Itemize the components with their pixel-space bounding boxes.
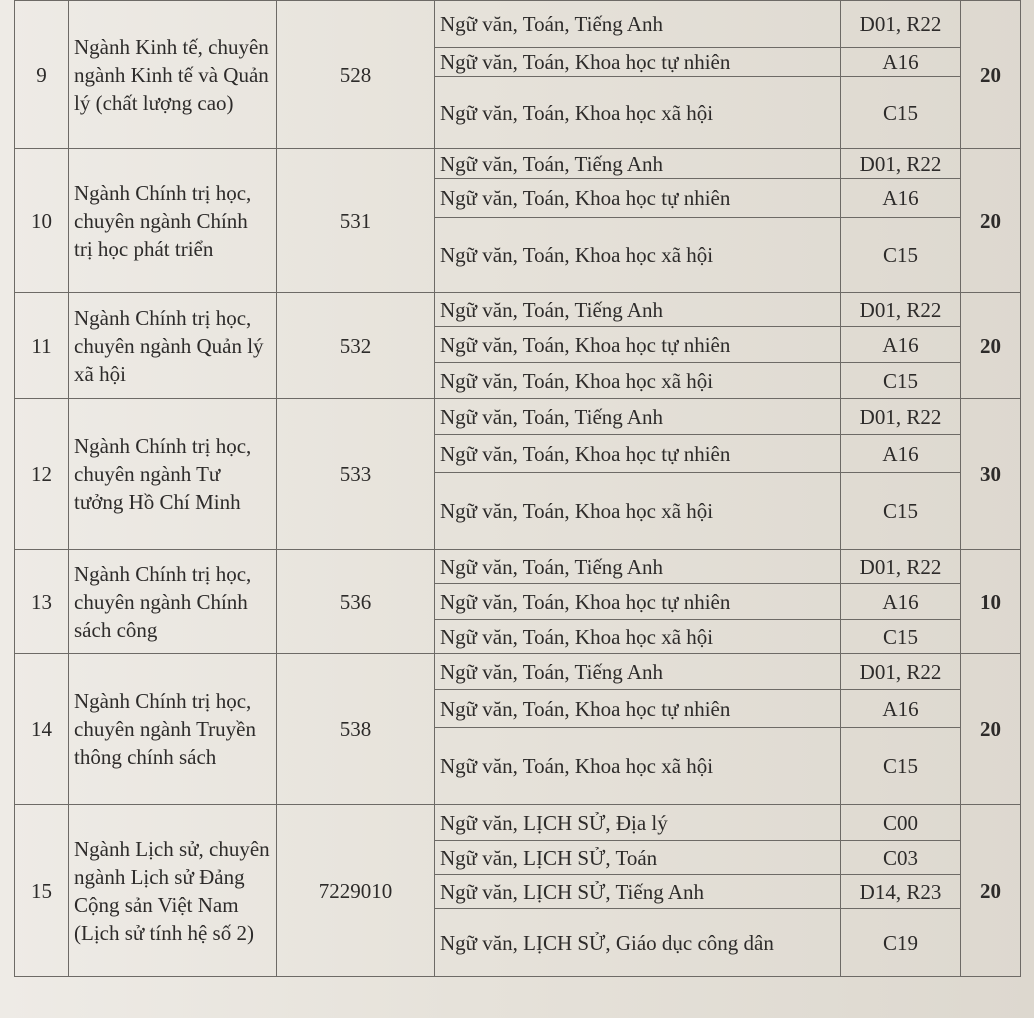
combination-code: C03 xyxy=(841,841,961,875)
major-code: 531 xyxy=(277,149,435,293)
subject-combination: Ngữ văn, Toán, Khoa học tự nhiên xyxy=(435,690,841,728)
table-row xyxy=(15,550,1021,584)
quota: 20 xyxy=(961,149,1021,293)
combination-code: C15 xyxy=(841,218,961,293)
combination-code: C15 xyxy=(841,728,961,805)
major-code: 533 xyxy=(277,399,435,550)
subject-combination: Ngữ văn, Toán, Tiếng Anh xyxy=(435,1,841,48)
quota: 30 xyxy=(961,399,1021,550)
subject-combination: Ngữ văn, Toán, Tiếng Anh xyxy=(435,149,841,179)
quota: 20 xyxy=(961,1,1021,149)
table-row xyxy=(15,293,1021,327)
combination-code: C15 xyxy=(841,77,961,149)
row-number: 9 xyxy=(15,1,69,149)
combination-code: D01, R22 xyxy=(841,1,961,48)
subject-combination: Ngữ văn, Toán, Khoa học tự nhiên xyxy=(435,584,841,620)
major-code: 532 xyxy=(277,293,435,399)
major-code: 538 xyxy=(277,654,435,805)
major-name: Ngành Chính trị học, chuyên ngành Chính sách công xyxy=(69,550,277,654)
subject-combination: Ngữ văn, LỊCH SỬ, Giáo dục công dân xyxy=(435,909,841,977)
combination-code: C00 xyxy=(841,805,961,841)
combination-code: D01, R22 xyxy=(841,654,961,690)
combination-code: C19 xyxy=(841,909,961,977)
combination-code: D01, R22 xyxy=(841,550,961,584)
combination-code: C15 xyxy=(841,363,961,399)
subject-combination: Ngữ văn, Toán, Khoa học tự nhiên xyxy=(435,179,841,218)
subject-combination: Ngữ văn, Toán, Khoa học tự nhiên xyxy=(435,327,841,363)
combination-code: A16 xyxy=(841,48,961,77)
major-name: Ngành Chính trị học, chuyên ngành Truyền thông chính sách xyxy=(69,654,277,805)
subject-combination: Ngữ văn, LỊCH SỬ, Địa lý xyxy=(435,805,841,841)
combination-code: A16 xyxy=(841,179,961,218)
row-number: 15 xyxy=(15,805,69,977)
major-code: 536 xyxy=(277,550,435,654)
subject-combination: Ngữ văn, Toán, Tiếng Anh xyxy=(435,399,841,435)
quota: 10 xyxy=(961,550,1021,654)
row-number: 10 xyxy=(15,149,69,293)
subject-combination: Ngữ văn, Toán, Khoa học xã hội xyxy=(435,728,841,805)
subject-combination: Ngữ văn, Toán, Tiếng Anh xyxy=(435,293,841,327)
major-name: Ngành Chính trị học, chuyên ngành Chính trị học phát triển xyxy=(69,149,277,293)
major-name: Ngành Kinh tế, chuyên ngành Kinh tế và Quản lý (chất lượng cao) xyxy=(69,1,277,149)
table-row xyxy=(15,149,1021,179)
row-number: 14 xyxy=(15,654,69,805)
table-row xyxy=(15,805,1021,841)
combination-code: A16 xyxy=(841,584,961,620)
row-number: 13 xyxy=(15,550,69,654)
combination-code: D01, R22 xyxy=(841,293,961,327)
subject-combination: Ngữ văn, Toán, Khoa học tự nhiên xyxy=(435,435,841,473)
major-name: Ngành Lịch sử, chuyên ngành Lịch sử Đảng Cộng sản Việt Nam (Lịch sử tính hệ số 2) xyxy=(69,805,277,977)
combination-code: D01, R22 xyxy=(841,149,961,179)
subject-combination: Ngữ văn, Toán, Khoa học tự nhiên xyxy=(435,48,841,77)
major-name: Ngành Chính trị học, chuyên ngành Quản lý xã hội xyxy=(69,293,277,399)
major-name: Ngành Chính trị học, chuyên ngành Tư tưởng Hồ Chí Minh xyxy=(69,399,277,550)
subject-combination: Ngữ văn, LỊCH SỬ, Toán xyxy=(435,841,841,875)
admission-table xyxy=(14,0,1021,977)
subject-combination: Ngữ văn, Toán, Tiếng Anh xyxy=(435,550,841,584)
major-code: 7229010 xyxy=(277,805,435,977)
subject-combination: Ngữ văn, Toán, Khoa học xã hội xyxy=(435,363,841,399)
combination-code: A16 xyxy=(841,690,961,728)
subject-combination: Ngữ văn, Toán, Khoa học xã hội xyxy=(435,77,841,149)
combination-code: C15 xyxy=(841,620,961,654)
subject-combination: Ngữ văn, Toán, Khoa học xã hội xyxy=(435,218,841,293)
table-row xyxy=(15,399,1021,435)
subject-combination: Ngữ văn, LỊCH SỬ, Tiếng Anh xyxy=(435,875,841,909)
major-code: 528 xyxy=(277,1,435,149)
subject-combination: Ngữ văn, Toán, Khoa học xã hội xyxy=(435,620,841,654)
table-row xyxy=(15,1,1021,48)
table-row xyxy=(15,654,1021,690)
combination-code: D01, R22 xyxy=(841,399,961,435)
quota: 20 xyxy=(961,293,1021,399)
quota: 20 xyxy=(961,805,1021,977)
row-number: 11 xyxy=(15,293,69,399)
combination-code: A16 xyxy=(841,327,961,363)
combination-code: A16 xyxy=(841,435,961,473)
combination-code: C15 xyxy=(841,473,961,550)
combination-code: D14, R23 xyxy=(841,875,961,909)
row-number: 12 xyxy=(15,399,69,550)
subject-combination: Ngữ văn, Toán, Khoa học xã hội xyxy=(435,473,841,550)
quota: 20 xyxy=(961,654,1021,805)
subject-combination: Ngữ văn, Toán, Tiếng Anh xyxy=(435,654,841,690)
